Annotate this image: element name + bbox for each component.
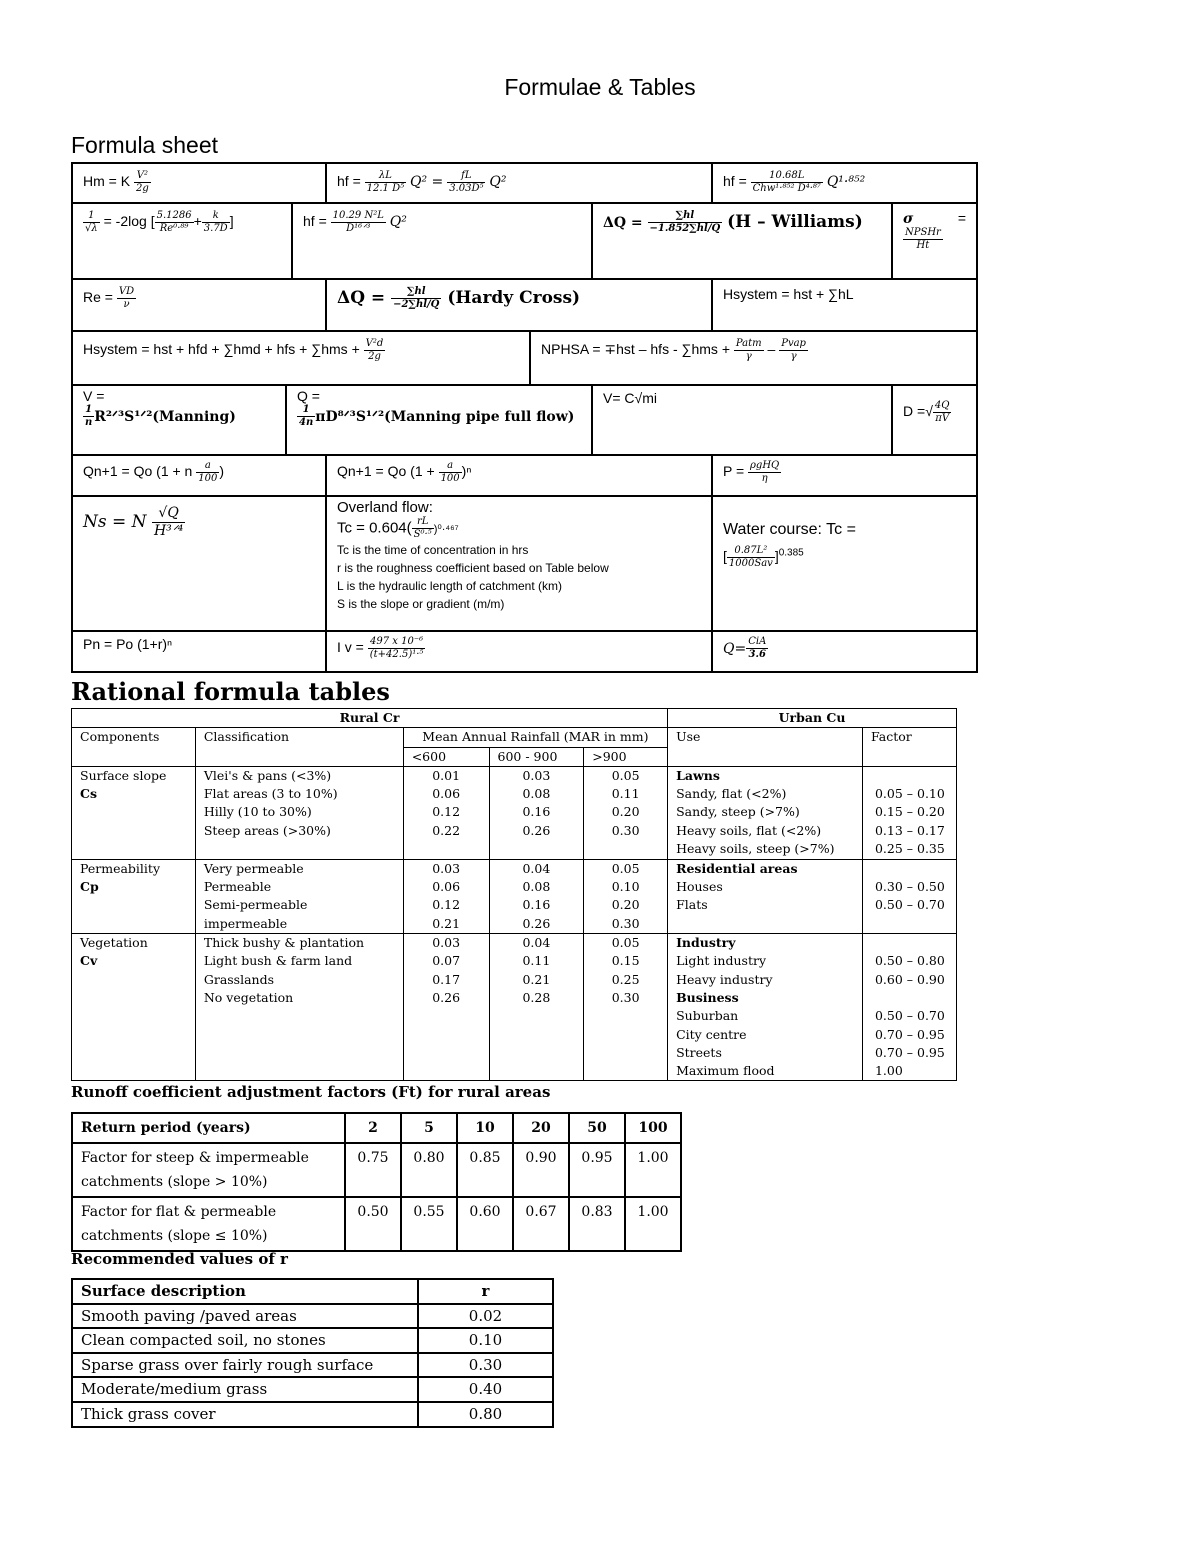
class-item: Hilly (10 to 30%) — [203, 804, 312, 820]
factor: 0.13 – 0.17 — [874, 822, 945, 838]
value: 0.20 — [611, 804, 640, 820]
frac-num: 1 — [83, 210, 100, 223]
table-cell: 1.00 — [625, 1143, 681, 1197]
period-header: 100 — [625, 1113, 681, 1143]
surface-cell: Moderate/medium grass — [72, 1377, 418, 1402]
formula-pump-power — [713, 456, 976, 495]
value: 0.07 — [432, 953, 461, 969]
value: 0.04 — [522, 935, 551, 951]
formula-text: V= C√mi — [603, 390, 657, 406]
value: 0.26 — [522, 915, 551, 931]
frac-den: γ — [790, 351, 797, 362]
value: 0.12 — [432, 804, 461, 820]
formula-text: Q² = — [410, 174, 444, 191]
frac-num: Patm — [735, 338, 762, 349]
formula-text: ] — [229, 213, 234, 230]
value: 0.03 — [432, 860, 461, 876]
frac-num: Pvap — [781, 338, 806, 349]
frac-num: V² — [134, 170, 151, 183]
r-cell: 0.30 — [418, 1353, 553, 1378]
use-item: Sandy, steep (>7%) — [676, 804, 800, 820]
period-header: 2 — [345, 1113, 401, 1143]
formula-text: V = — [83, 388, 105, 404]
value: 0.05 — [611, 860, 640, 876]
formula-rational — [713, 632, 976, 671]
rural-header: Rural Cr — [72, 709, 668, 728]
class-item: Light bush & farm land — [203, 953, 353, 969]
table-row — [72, 1197, 681, 1251]
factor: 1.00 — [874, 1063, 903, 1079]
formula-text: R²ᐟ³S¹ᐟ²(Manning) — [94, 408, 236, 425]
table-cell: 0.83 — [569, 1197, 625, 1251]
frac-den: H³ᐟ⁴ — [153, 523, 184, 539]
table-cell: 0.85 — [457, 1143, 513, 1197]
component-name: Permeability — [80, 860, 161, 876]
frac-den: η — [761, 473, 768, 484]
table-cell: 0.95 — [569, 1143, 625, 1197]
formula-text: )ⁿ — [461, 463, 472, 480]
surface-cell: Smooth paving /paved areas — [72, 1304, 418, 1329]
use-item: City centre — [676, 1026, 747, 1042]
value: 0.11 — [522, 953, 551, 969]
component-symbol: Cv — [80, 953, 98, 969]
table-cell: 0.75 — [345, 1143, 401, 1197]
frac-num: √Q — [152, 505, 185, 523]
class-item: impermeable — [203, 915, 288, 931]
table-row — [72, 859, 957, 933]
formula-water-course: Water course: Tc = [ $\frac{\text{0.87L²}}{\text{1000Sav}}$ ]$^{0.385}$ — [713, 497, 976, 630]
formula-hazen-williams — [713, 164, 976, 202]
value: 0.05 — [611, 935, 640, 951]
col-classification: Classification — [195, 728, 403, 767]
r-cell: 0.02 — [418, 1304, 553, 1329]
frac-num: a — [439, 460, 462, 473]
table-row — [72, 1377, 553, 1402]
factor: 0.50 – 0.70 — [874, 897, 945, 913]
class-item: Permeable — [203, 879, 272, 895]
overland-note: r is the roughness coefficient based on Table below — [337, 561, 609, 575]
frac-den: 12.1 D⁵ — [366, 183, 405, 194]
overland-note: L is the hydraulic length of catchment (km) — [337, 579, 562, 593]
formula-chezy — [593, 386, 891, 454]
value: 0.03 — [432, 935, 461, 951]
r-cell: 0.40 — [418, 1377, 553, 1402]
value: 0.10 — [611, 879, 640, 895]
formula-text: Q = — [297, 388, 320, 404]
frac-den: n — [85, 417, 93, 428]
col-factor: Factor — [862, 728, 956, 767]
surface-cell: Thick grass cover — [72, 1402, 418, 1427]
frac-den: πV — [935, 413, 950, 424]
value: 0.05 — [611, 767, 640, 783]
frac-den: (t+42.5)¹·⁵ — [369, 649, 424, 660]
use-item: Houses — [676, 879, 723, 895]
runoff-heading: Runoff coefficient adjustment factors (Ft) for rural areas — [71, 1083, 551, 1101]
factor: 0.25 – 0.35 — [874, 841, 945, 857]
class-item: Grasslands — [203, 971, 275, 987]
value: 0.30 — [611, 915, 640, 931]
frac-num: VD — [118, 286, 135, 297]
table-row — [72, 934, 957, 1081]
formula-manning-velocity — [73, 386, 285, 454]
formula-text: Pn = Po (1+r)ⁿ — [83, 636, 173, 652]
surface-header: Surface description — [72, 1279, 418, 1304]
frac-den: D¹⁶ᐟ³ — [346, 223, 371, 234]
frac-den: −2∑hl/Q — [393, 299, 440, 310]
formula-text: Re = — [83, 289, 113, 306]
r-header: r — [418, 1279, 553, 1304]
factor: 0.50 – 0.80 — [874, 953, 945, 969]
formula-darcy-weisbach — [327, 164, 711, 202]
formula-manning-pipe — [287, 386, 591, 454]
formula-text: – — [767, 341, 776, 358]
table-row — [72, 1328, 553, 1353]
frac-num: 497 x 10⁻⁶ — [368, 636, 426, 649]
surface-cell: Sparse grass over fairly rough surface — [72, 1353, 418, 1378]
formula-text: Ns = N — [83, 512, 147, 532]
formula-text: Hsystem = hst + hfd + ∑hmd + hfs + ∑hms + — [83, 341, 360, 358]
formula-manning-headloss — [293, 204, 591, 278]
value: 0.15 — [611, 953, 640, 969]
factor: 0.70 – 0.95 — [874, 1026, 945, 1042]
frac-num: fL — [447, 170, 485, 183]
formula-hsystem-full — [73, 332, 529, 384]
formula-text: σ — [903, 211, 914, 227]
use-item: Heavy industry — [676, 971, 773, 987]
value: 0.06 — [432, 786, 461, 802]
frac-num: rL — [412, 516, 434, 529]
factor: 0.30 – 0.50 — [874, 879, 945, 895]
value: 0.26 — [432, 989, 461, 1005]
frac-den: 2g — [368, 351, 381, 362]
value: 0.12 — [432, 897, 461, 913]
row-label: catchments (slope > 10%) — [81, 1174, 268, 1190]
value: 0.30 — [611, 989, 640, 1005]
use-item: Flats — [676, 897, 708, 913]
return-period-header: Return period (years) — [72, 1113, 345, 1143]
r-values-heading: Recommended values of r — [71, 1250, 288, 1268]
frac-den: 1000Sav — [728, 558, 773, 569]
use-item: Heavy soils, steep (>7%) — [676, 841, 835, 857]
formula-reynolds — [73, 280, 325, 330]
frac-num: k — [202, 210, 230, 223]
frac-den: 2g — [135, 183, 149, 194]
use-item: Sandy, flat (<2%) — [676, 786, 787, 802]
formula-colebrook — [73, 204, 291, 278]
formula-simple-growth — [73, 456, 325, 495]
factor: 0.70 – 0.95 — [874, 1044, 945, 1060]
frac-num: 1 — [297, 404, 315, 417]
value: 0.28 — [522, 989, 551, 1005]
formula-label: (H – Williams) — [727, 211, 863, 232]
formula-text: = -2log [ — [103, 213, 155, 230]
frac-den: √λ — [85, 223, 98, 234]
frac-den: Re⁰·⁸⁹ — [159, 223, 189, 234]
frac-den: 3.03D⁵ — [449, 183, 484, 194]
period-header: 50 — [569, 1113, 625, 1143]
component-name — [80, 767, 187, 785]
value: 0.16 — [522, 897, 551, 913]
frac-num: 4Q — [934, 400, 950, 411]
frac-num: 10.29 N²L — [332, 210, 384, 221]
formula-text: hf = — [723, 173, 747, 190]
table-cell: 0.67 — [513, 1197, 569, 1251]
formula-text: hf = — [337, 173, 361, 190]
use-group: Lawns — [676, 767, 720, 783]
formula-text: D = — [903, 403, 926, 420]
table-row — [72, 1143, 681, 1197]
frac-num: 10.68L — [751, 170, 823, 183]
formula-npsha — [531, 332, 976, 384]
formula-text: 0.385 — [778, 547, 804, 559]
use-item: Streets — [676, 1044, 722, 1060]
formula-text: ΔQ = — [603, 214, 643, 231]
col-mar: Mean Annual Rainfall (MAR in mm) — [403, 728, 667, 747]
table-cell: 1.00 — [625, 1197, 681, 1251]
overland-note: S is the slope or gradient (m/m) — [337, 597, 505, 611]
r-cell: 0.80 — [418, 1402, 553, 1427]
table-cell: 0.90 — [513, 1143, 569, 1197]
frac-den: ν — [123, 299, 130, 310]
row-label: Factor for flat & permeable — [81, 1204, 277, 1220]
period-header: 20 — [513, 1113, 569, 1143]
formula-hardy-cross — [327, 280, 711, 330]
mar-col: <600 — [403, 747, 489, 766]
formula-text: Q¹·⁸⁵² — [826, 174, 866, 191]
value: 0.11 — [611, 786, 640, 802]
frac-den: γ — [745, 351, 752, 362]
value: 0.16 — [522, 804, 551, 820]
table-row — [72, 1353, 553, 1378]
value: 0.01 — [432, 767, 461, 783]
formula-label: (Hardy Cross) — [447, 288, 581, 308]
period-header: 5 — [401, 1113, 457, 1143]
formula-text: Tc = 0.604( — [337, 519, 412, 537]
value: 0.30 — [611, 822, 640, 838]
period-header: 10 — [457, 1113, 513, 1143]
table-row — [72, 1402, 553, 1427]
frac-den: −1.852∑hl/Q — [649, 223, 721, 234]
frac-den: 100 — [440, 473, 460, 484]
r-cell: 0.10 — [418, 1328, 553, 1353]
value: 0.08 — [522, 786, 551, 802]
frac-num: V²d — [365, 338, 384, 349]
class-item: Flat areas (3 to 10%) — [203, 786, 338, 802]
runoff-table — [71, 1112, 682, 1252]
frac-den: 4n — [299, 417, 314, 428]
formula-specific-speed — [73, 497, 325, 630]
table-cell: 0.60 — [457, 1197, 513, 1251]
page-title: Formulae & Tables — [504, 74, 696, 100]
factor: 0.60 – 0.90 — [874, 971, 945, 987]
factor: 0.50 – 0.70 — [874, 1008, 945, 1024]
use-group: Residential areas — [676, 860, 798, 876]
class-item: Very permeable — [203, 860, 304, 876]
formula-text: ) — [219, 463, 225, 480]
formula-text: )⁰·⁴⁶⁷ — [433, 523, 459, 536]
use-item: Maximum flood — [676, 1063, 775, 1079]
class-item: Semi-permeable — [203, 897, 308, 913]
row-label: catchments (slope ≤ 10%) — [81, 1228, 268, 1244]
frac-num: 0.87L² — [727, 545, 775, 558]
formula-text: Hsystem = hst + ∑hL — [723, 286, 854, 302]
table-row — [72, 1304, 553, 1329]
mar-col: 600 - 900 — [489, 747, 584, 766]
formula-overland-flow — [327, 497, 711, 630]
value: 0.26 — [522, 822, 551, 838]
factor: 0.15 – 0.20 — [874, 804, 945, 820]
class-item: Steep areas (>30%) — [203, 822, 331, 838]
table-row — [72, 766, 957, 859]
frac-num: ∑hl — [391, 286, 441, 299]
formula-text: πD⁸ᐟ³S¹ᐟ²(Manning pipe full flow) — [315, 408, 575, 425]
frac-den: 3.7D — [203, 223, 228, 234]
value: 0.17 — [432, 971, 461, 987]
frac-num: CiA — [748, 636, 767, 647]
row-label: Factor for steep & impermeable — [81, 1150, 309, 1166]
formula-hsystem-simple — [713, 280, 976, 330]
formula-text: Water course: Tc = — [723, 521, 856, 538]
rational-heading: Rational formula tables — [71, 677, 390, 706]
frac-den: S⁰·⁵ — [413, 529, 432, 540]
formula-text: Qn+1 = Qo (1 + — [337, 463, 435, 480]
urban-header: Urban Cu — [668, 709, 957, 728]
formula-text: = — [957, 210, 966, 226]
class-item: No vegetation — [203, 989, 294, 1005]
frac-num: 1 — [83, 404, 94, 417]
surface-cell: Clean compacted soil, no stones — [72, 1328, 418, 1353]
formula-text: NPHSA = ∓hst – hfs - ∑hms + — [541, 341, 730, 358]
frac-den: Ht — [916, 240, 930, 251]
component-text: Surface slope — [80, 767, 167, 783]
frac-den: 100 — [198, 473, 218, 484]
factor: 0.05 – 0.10 — [874, 786, 945, 802]
formula-thoma-sigma — [893, 204, 976, 278]
value: 0.21 — [432, 915, 461, 931]
formula-text: Qn+1 = Qo (1 + n — [83, 463, 193, 480]
frac-num: ∑hl — [648, 210, 723, 223]
value: 0.06 — [432, 879, 461, 895]
rational-table — [71, 708, 957, 1081]
formula-text: I v = — [337, 639, 364, 656]
component-symbol: Cs — [80, 786, 97, 802]
value: 0.20 — [611, 897, 640, 913]
formula-compound-growth — [327, 456, 711, 495]
formula-text: P = — [723, 463, 745, 480]
formula-diameter: D =√ $\frac{4Q}{\pi V}$ — [903, 400, 950, 424]
value: 0.22 — [432, 822, 461, 838]
formula-delta-q-hw — [593, 204, 891, 278]
formula-text: Q² — [389, 214, 407, 231]
use-group: Industry — [676, 935, 736, 951]
r-values-table — [71, 1278, 554, 1428]
formula-population — [73, 632, 325, 671]
formula-text: Hm = K — [83, 173, 131, 190]
table-cell: 0.55 — [401, 1197, 457, 1251]
formula-text: Q= — [723, 640, 747, 657]
component-symbol: Cp — [80, 879, 99, 895]
formula-text: hf = — [303, 213, 327, 230]
formula-text: Q² — [489, 174, 507, 191]
frac-num: NPSHr — [905, 227, 941, 238]
table-cell: 0.80 — [401, 1143, 457, 1197]
use-item: Light industry — [676, 953, 767, 969]
formula-sheet-box — [71, 162, 978, 673]
col-use: Use — [668, 728, 863, 767]
formula-minor-loss — [73, 164, 325, 202]
overland-note: Tc is the time of concentration in hrs — [337, 543, 529, 557]
value: 0.25 — [611, 971, 640, 987]
value: 0.08 — [522, 879, 551, 895]
mar-col: >900 — [584, 747, 668, 766]
use-group: Business — [676, 989, 739, 1005]
use-item: Suburban — [676, 1008, 739, 1024]
frac-num: a — [196, 460, 219, 473]
table-cell: 0.50 — [345, 1197, 401, 1251]
formula-text: ΔQ = — [337, 288, 386, 308]
frac-den: Chw¹·⁸⁵² D⁴·⁸⁷ — [752, 183, 821, 194]
frac-den: 3.6 — [748, 649, 766, 660]
class-item: Vlei's & pans (<3%) — [203, 767, 332, 783]
overland-heading: Overland flow: — [337, 499, 433, 516]
formula-sheet-heading: Formula sheet — [71, 132, 219, 158]
class-item: Thick bushy & plantation — [203, 935, 365, 951]
value: 0.21 — [522, 971, 551, 987]
value: 0.04 — [522, 860, 551, 876]
frac-num: λL — [365, 170, 406, 183]
formula-intensity — [327, 632, 711, 671]
col-components: Components — [72, 728, 196, 767]
frac-num: ρgHQ — [750, 460, 780, 471]
component-name: Vegetation — [80, 935, 148, 951]
use-item: Heavy soils, flat (<2%) — [676, 822, 822, 838]
formula-text: + — [193, 213, 202, 230]
value: 0.03 — [522, 767, 551, 783]
frac-num: 5.1286 — [156, 210, 192, 221]
